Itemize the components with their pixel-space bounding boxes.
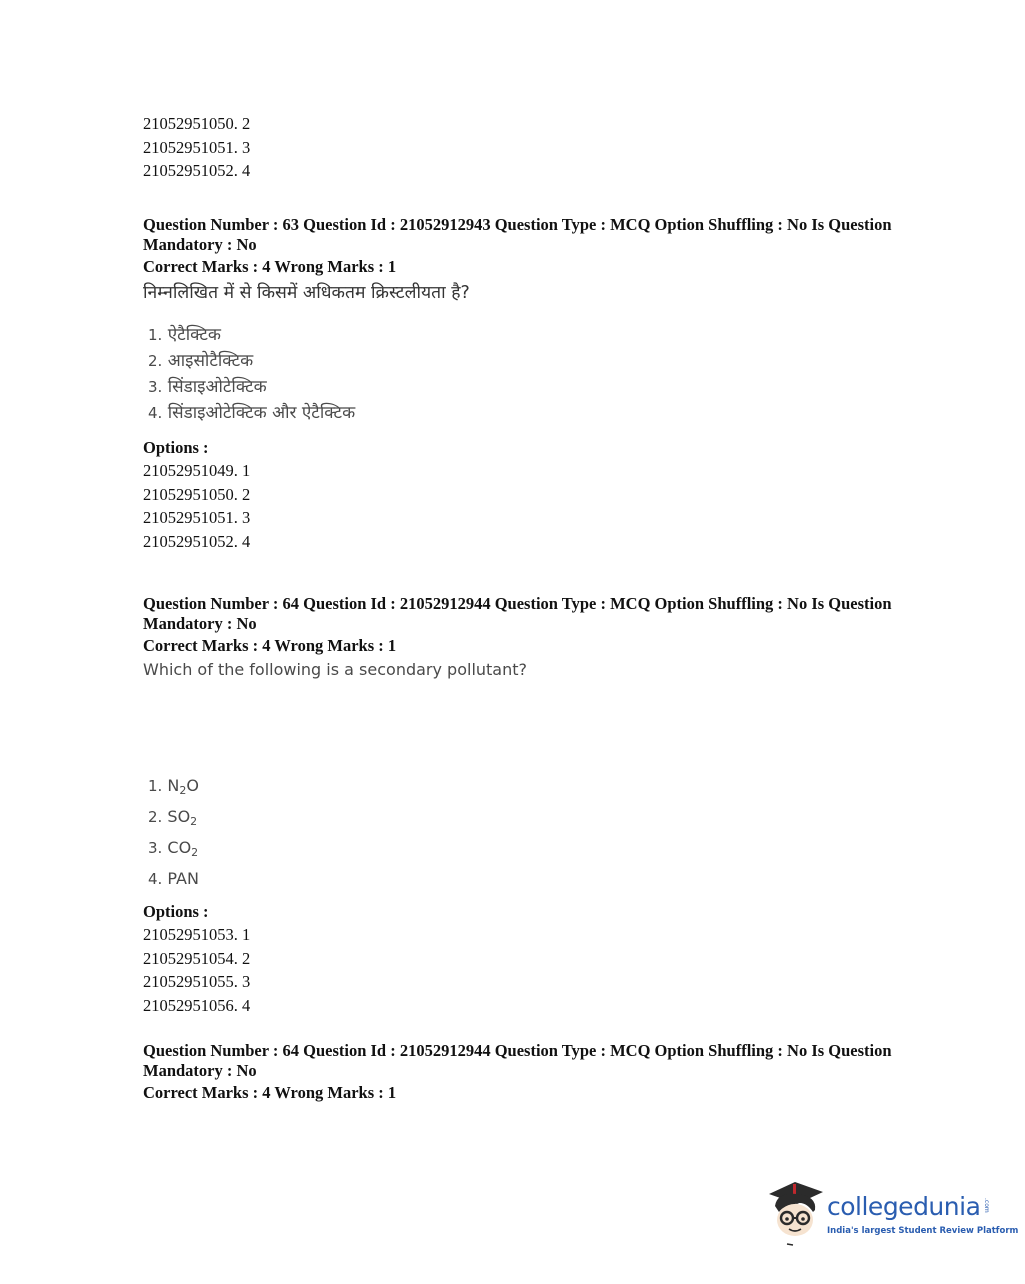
- question-text: Which of the following is a secondary pollutant?: [143, 660, 528, 679]
- options-label: Options :: [143, 902, 209, 921]
- option-line: 21052951052. 4: [143, 161, 251, 180]
- option-line: 21052951049. 1: [143, 461, 251, 480]
- option-line: 21052951053. 1: [143, 925, 251, 944]
- question-63: [143, 215, 903, 553]
- logo-wordmark: collegedunia: [827, 1192, 981, 1221]
- prev-question-options: [143, 112, 903, 183]
- collegedunia-logo: [765, 1178, 1019, 1248]
- question-marks: Correct Marks : 4 Wrong Marks : 1: [143, 636, 397, 655]
- question-64: [143, 594, 903, 1017]
- question-64-repeat: [143, 1041, 903, 1104]
- choice-item: 1. $N_2O$: [148, 776, 199, 797]
- logo-tld: .com: [983, 1198, 990, 1213]
- answer-choices: [143, 322, 903, 426]
- question-marks: Correct Marks : 4 Wrong Marks : 1: [143, 257, 397, 276]
- mascot-icon: [765, 1178, 825, 1248]
- choice-item: 4. PAN: [148, 869, 199, 888]
- option-line: 21052951050. 2: [143, 114, 251, 133]
- options-label: Options :: [143, 438, 209, 457]
- logo-tagline: India's largest Student Review Platform: [827, 1226, 1019, 1236]
- question-marks: Correct Marks : 4 Wrong Marks : 1: [143, 1083, 397, 1102]
- option-line: 21052951055. 3: [143, 972, 251, 991]
- option-line: 21052951052. 4: [143, 531, 251, 551]
- choice-item: 3. सिंडाइओटेक्टिक: [148, 377, 267, 397]
- option-line: 21052951051. 3: [143, 508, 251, 527]
- option-line: 21052951056. 4: [143, 995, 251, 1015]
- question-header: Question Number : 64 Question Id : 21052912944 Question Type : MCQ Option Shuffling : No Is Question Mandatory : No: [143, 594, 892, 633]
- question-header: Question Number : 63 Question Id : 21052912943 Question Type : MCQ Option Shuffling : No Is Question Mandatory : No: [143, 215, 892, 254]
- question-text: निम्नलिखित में से किसमें अधिकतम क्रिस्टलीयता है?: [143, 283, 470, 303]
- choice-item: 2. $SO_2$: [148, 807, 198, 828]
- option-line: 21052951054. 2: [143, 948, 251, 968]
- answer-choices: [143, 773, 903, 892]
- question-header: Question Number : 64 Question Id : 21052912944 Question Type : MCQ Option Shuffling : No Is Question Mandatory : No: [143, 1041, 892, 1080]
- choice-item: 2. आइसोटैक्टिक: [148, 351, 254, 371]
- option-line: 21052951050. 2: [143, 484, 251, 504]
- choice-item: 3. $CO_2$: [148, 838, 199, 859]
- choice-item: 4. सिंडाइओटेक्टिक और ऐटैक्टिक: [148, 403, 356, 423]
- choice-item: 1. ऐटैक्टिक: [148, 325, 221, 345]
- option-line: 21052951051. 3: [143, 137, 251, 157]
